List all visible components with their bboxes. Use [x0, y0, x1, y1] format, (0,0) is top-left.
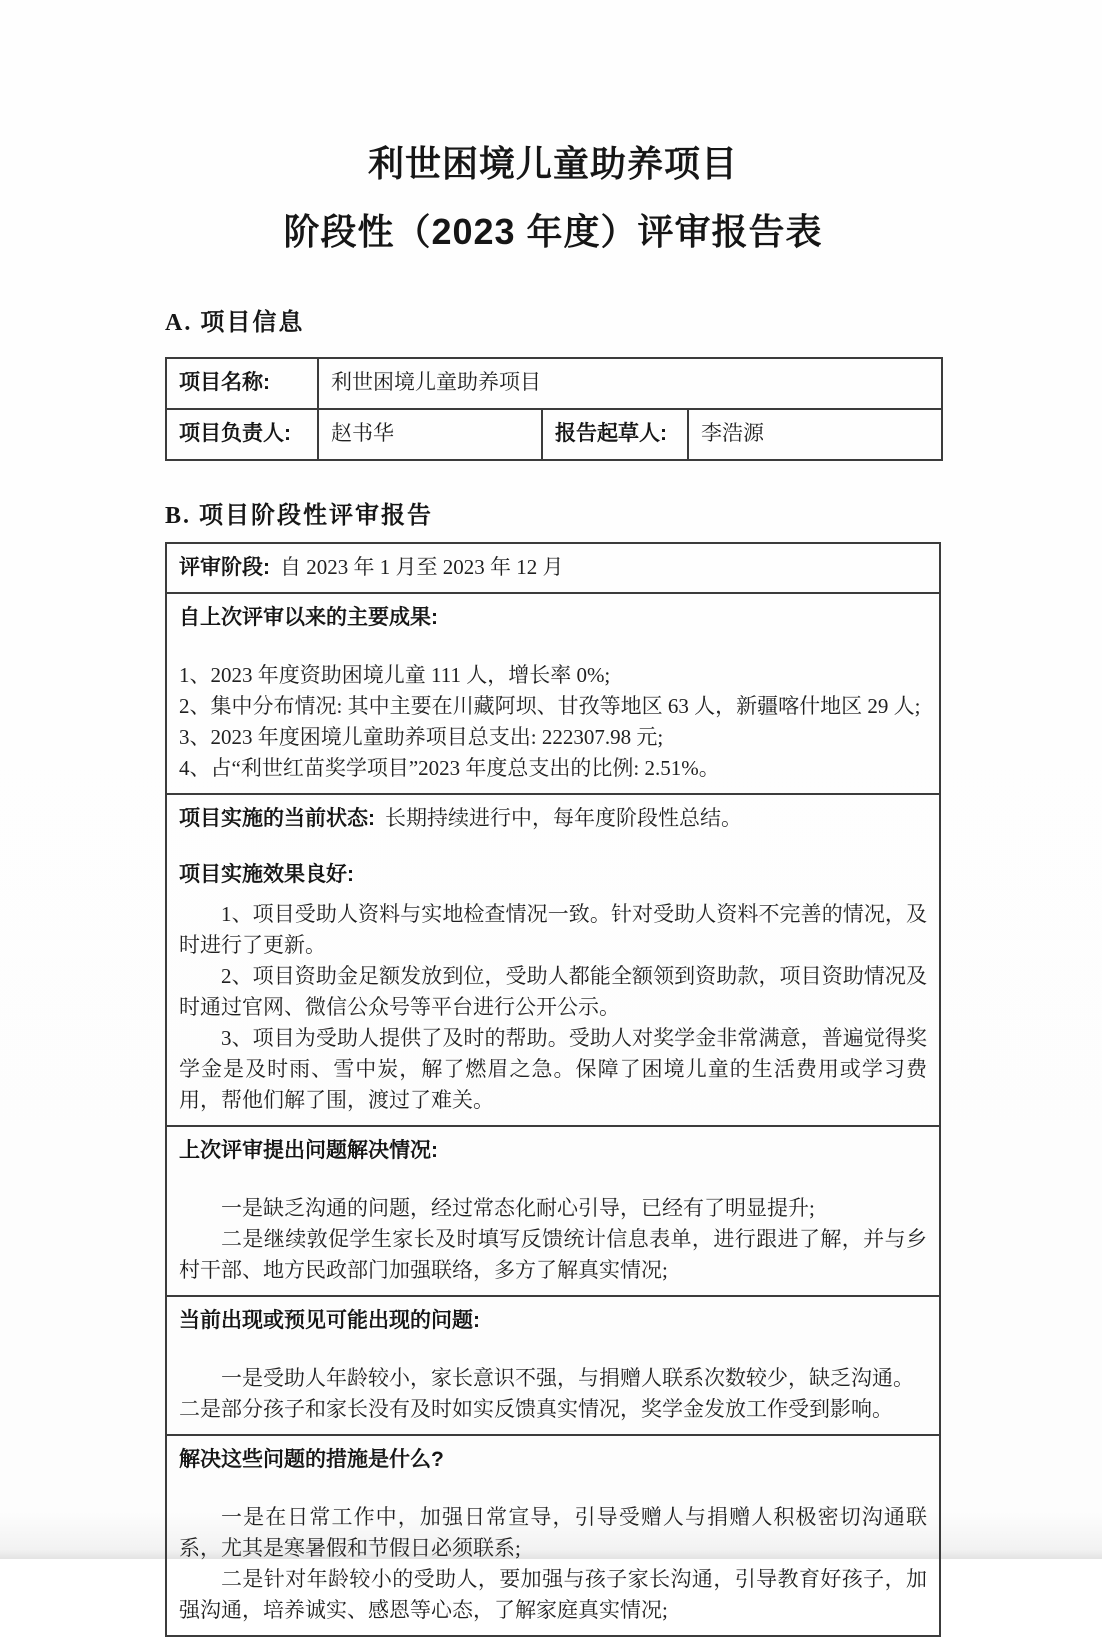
project-info-table — [165, 357, 943, 461]
project-leader-value: 赵书华 — [318, 409, 542, 460]
solutions-cell — [166, 1435, 940, 1636]
main-results-item: 4、占“利世红苗奖学项目”2023 年度总支出的比例: 2.51%。 — [179, 756, 720, 780]
main-results-item: 2、集中分布情况: 其中主要在川藏阿坝、甘孜等地区 63 人，新疆喀什地区 29 人; — [179, 694, 921, 718]
current-problems-heading: 当前出现或预见可能出现的问题: — [179, 1309, 480, 1332]
current-problems-item: 一是受助人年龄较小，家长意识不强，与捐赠人联系次数较少，缺乏沟通。 — [221, 1366, 914, 1390]
table-row-main-results — [166, 593, 940, 794]
project-name-value: 利世困境儿童助养项目 — [318, 358, 942, 409]
project-leader-label: 项目负责人: — [166, 409, 318, 460]
review-period-label: 评审阶段: — [179, 556, 270, 579]
implementation-effect-item: 1、项目受助人资料与实地检查情况一致。针对受助人资料不完善的情况，及时进行了更新。 — [179, 902, 927, 957]
document-content — [165, 0, 941, 1637]
implementation-status-value: 长期持续进行中，每年度阶段性总结。 — [385, 806, 742, 830]
review-period-cell — [166, 543, 940, 593]
previous-issues-heading: 上次评审提出问题解决情况: — [179, 1139, 438, 1162]
review-report-table — [165, 542, 941, 1637]
main-results-cell — [166, 593, 940, 794]
main-results-item: 3、2023 年度困境儿童助养项目总支出: 222307.98 元; — [179, 725, 664, 749]
solutions-item: 一是在日常工作中，加强日常宣导，引导受赠人与捐赠人积极密切沟通联系，尤其是寒暑假和节假日必须联系; — [179, 1505, 927, 1560]
main-results-heading: 自上次评审以来的主要成果: — [179, 606, 438, 629]
main-results-item: 1、2023 年度资助困境儿童 111 人，增长率 0%; — [179, 663, 611, 687]
solutions-heading: 解决这些问题的措施是什么? — [179, 1448, 444, 1471]
document-title-line1: 利世困境儿童助养项目 — [367, 143, 738, 184]
table-row-previous-issues — [166, 1126, 940, 1296]
review-period-value: 自 2023 年 1 月至 2023 年 12 月 — [280, 555, 564, 579]
implementation-effect-heading: 项目实施效果良好: — [179, 863, 354, 886]
table-row-project-name — [166, 358, 942, 409]
table-row-current-problems — [166, 1296, 940, 1435]
report-drafter-label: 报告起草人: — [542, 409, 688, 460]
status-and-effect-cell — [166, 794, 940, 1126]
previous-issues-item: 一是缺乏沟通的问题，经过常态化耐心引导，已经有了明显提升; — [221, 1196, 815, 1220]
implementation-status-line — [179, 803, 927, 834]
report-drafter-value: 李浩源 — [688, 409, 942, 460]
table-row-review-period — [166, 543, 940, 593]
table-row-people — [166, 409, 942, 460]
table-row-status-and-effect — [166, 794, 940, 1126]
previous-issues-item: 二是继续敦促学生家长及时填写反馈统计信息表单，进行跟进了解，并与乡村干部、地方民政部门加强联络，多方了解真实情况; — [179, 1227, 927, 1282]
solutions-item: 二是针对年龄较小的受助人，要加强与孩子家长沟通，引导教育好孩子，加强沟通，培养诚实、感恩等心态，了解家庭真实情况; — [179, 1567, 927, 1622]
current-problems-item: 二是部分孩子和家长没有及时如实反馈真实情况，奖学金发放工作受到影响。 — [179, 1397, 893, 1421]
project-name-label: 项目名称: — [166, 358, 318, 409]
document-title-block — [165, 0, 941, 252]
section-a-heading: A. 项目信息 — [165, 310, 305, 336]
section-b-heading: B. 项目阶段性评审报告 — [165, 503, 434, 529]
implementation-status-label: 项目实施的当前状态: — [179, 807, 375, 830]
implementation-effect-item: 2、项目资助金足额发放到位，受助人都能全额领到资助款，项目资助情况及时通过官网、微信公众号等平台进行公开公示。 — [179, 964, 927, 1019]
document-title-line2: 阶段性（2023 年度）评审报告表 — [283, 211, 823, 252]
current-problems-cell — [166, 1296, 940, 1435]
table-row-solutions — [166, 1435, 940, 1636]
previous-issues-cell — [166, 1126, 940, 1296]
implementation-effect-item: 3、项目为受助人提供了及时的帮助。受助人对奖学金非常满意，普遍觉得奖学金是及时雨、雪中炭，解了燃眉之急。保障了困境儿童的生活费用或学习费用，帮他们解了围，渡过了难关。 — [179, 1026, 927, 1112]
